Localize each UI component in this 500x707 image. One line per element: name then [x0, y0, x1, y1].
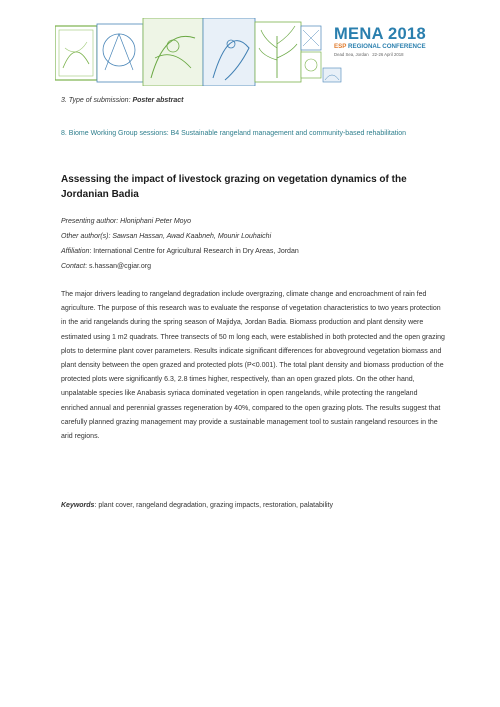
esp-label: ESP	[334, 43, 347, 50]
conference-title: MENA 2018	[334, 25, 426, 43]
dates-text: 22-26 April 2018	[372, 52, 404, 57]
other-authors-value: Sawsan Hassan, Awad Kaabneh, Mounir Louhaichi	[112, 233, 272, 240]
presenting-author-label: Presenting author:	[61, 218, 121, 225]
abstract-body: The major drivers leading to rangeland degradation include overgrazing, climate change and encroachment of rain fed agriculture. The purpose of this research was to evaluate the response of vegetation characteristics to two years protection in the arid rangelands during the spring season of Majidya, Jordan Badia. Biomass production and plant density were estimated using 1 m2 quadrats. Three transects of 50 m long each, were established in both protected and the open grazing plots to determine plant cover parameters. Results indicate significant differences for aboveground vegetation biomass and plant density between the open grazed and protected plots (P<0.001). The total plant density and biomass production of the protected plots were significantly 6.3, 2.8 times higher, respectively, than an open grazed plots. On the other hand, unpalatable species like Anabasis syriaca dominated vegetation in open rangelands, while protecting the rangeland enriched annual and perennial grasses regeneration by 40%, compared to the open grazing plots. The results suggest that carefully planned grazing management may provide a sustainable management tool to sustain rangeland resources in the arid regions.	[61, 291, 445, 441]
keywords-value: : plant cover, rangeland degradation, grazing impacts, restoration, palatability	[94, 502, 333, 509]
contact-value: : s.hassan@cgiar.org	[85, 263, 151, 270]
presenting-author-line	[61, 214, 441, 229]
session-line: 8. Biome Working Group sessions: B4 Sustainable rangeland management and community-based rehabilitation	[61, 130, 407, 137]
abstract-title: Assessing the impact of livestock grazing on vegetation dynamics of the Jordanian Badia	[61, 174, 407, 200]
affiliation-value: : International Centre for Agricultural Research in Dry Areas, Jordan	[89, 248, 299, 255]
submission-value: Poster abstract	[132, 97, 184, 104]
contact-line	[61, 259, 441, 274]
regional-conference-label: REGIONAL CONFERENCE	[348, 43, 426, 50]
contact-label: Contact	[61, 263, 86, 270]
conference-subtitle	[334, 43, 444, 51]
affiliation-label: Affiliation	[61, 248, 90, 255]
keywords-label: Keywords	[61, 502, 95, 509]
location-text: Dead Sea, Jordan	[334, 52, 369, 57]
presenting-author-value: Hloniphani Peter Moyo	[120, 218, 191, 225]
author-meta	[61, 214, 441, 274]
keywords-line	[61, 500, 446, 512]
other-authors-label: Other author(s):	[61, 233, 113, 240]
conference-brand	[334, 25, 444, 58]
submission-type	[61, 97, 183, 104]
other-authors-line	[61, 229, 441, 244]
conference-location	[334, 51, 444, 58]
affiliation-line	[61, 244, 441, 259]
submission-label: 3. Type of submission:	[61, 97, 133, 104]
